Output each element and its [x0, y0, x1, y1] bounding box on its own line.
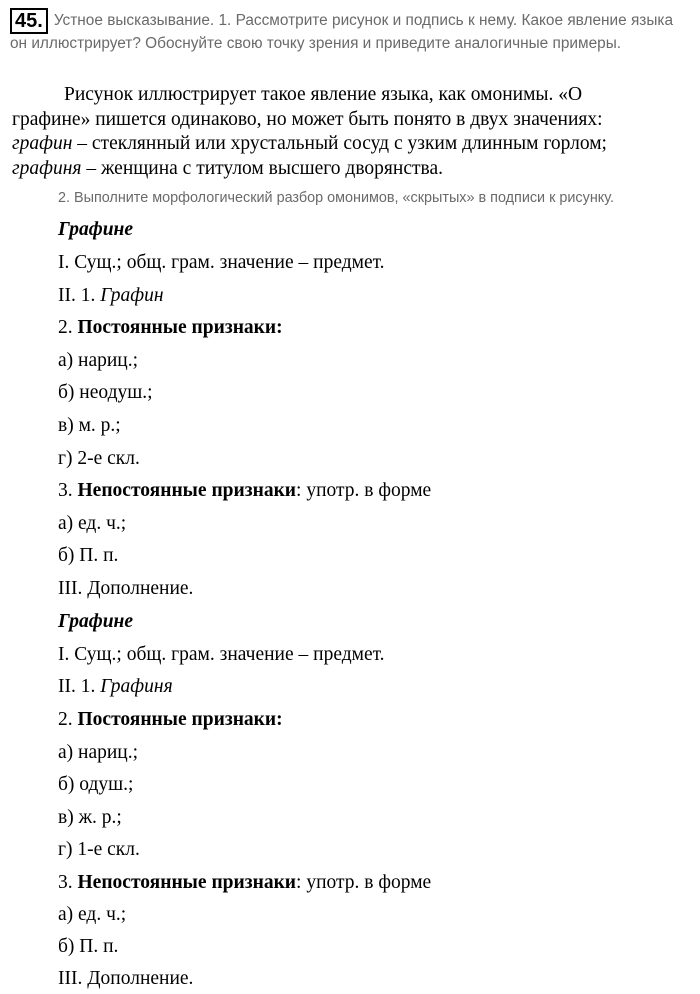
- parse-2-constant-features: Постоянные признаки:: [77, 709, 283, 730]
- parse-2-form-note: : употр. в форме: [296, 872, 432, 893]
- question-2: 2. Выполните морфологический разбор омонимов, «скрытых» в подписи к рисунку.: [58, 190, 614, 206]
- parse-2-line: [58, 675, 173, 699]
- parse-1-heading: Графине: [58, 219, 134, 240]
- task-number: 45.: [10, 8, 48, 34]
- parse-1-line: б) П. п.: [58, 545, 119, 566]
- parse-1-line: III. Дополнение.: [58, 578, 194, 599]
- parse-1-line: [58, 479, 431, 503]
- parse-2-line: [58, 708, 283, 732]
- parse-1-variable-features: Непостоянные признаки: [77, 480, 297, 501]
- parse-2-line: б) одуш.;: [58, 774, 134, 795]
- answer-line-2: графине» пишется одинаково, но может быть понято в двух значениях:: [12, 108, 603, 130]
- parse-2-initial-form: Графиня: [100, 676, 173, 697]
- parse-1-line: в) м. р.;: [58, 415, 121, 436]
- parse-2-line: г) 1-е скл.: [58, 839, 140, 860]
- homonym-definition-1: – стеклянный или хрустальный сосуд с узким длинным горлом;: [72, 133, 607, 154]
- homonym-word-2: графиня: [12, 157, 82, 179]
- task-text: Устное высказывание. 1. Рассмотрите рисунок и подпись к нему. Какое явление языка он иллюстрирует? Обоснуйте свою точку зрения и приведите аналогичные примеры.: [10, 12, 674, 52]
- parse-1-line: б) неодуш.;: [58, 382, 153, 403]
- parse-2-line: [58, 871, 431, 895]
- parse-2-prefix: II. 1.: [58, 676, 101, 697]
- task-prompt: [10, 8, 694, 54]
- parse-2-line: б) П. п.: [58, 936, 119, 957]
- parse-1-line: а) нариц.;: [58, 350, 139, 371]
- parse-1-line: г) 2-е скл.: [58, 448, 140, 469]
- parse-1-constant-features: Постоянные признаки:: [77, 317, 283, 338]
- parse-2-line: I. Сущ.; общ. грам. значение – предмет.: [58, 644, 385, 665]
- parse-1-line: [58, 284, 164, 308]
- parse-2-line: в) ж. р.;: [58, 807, 122, 828]
- parse-2-num: 2.: [58, 709, 78, 730]
- parse-2-line: а) нариц.;: [58, 742, 139, 763]
- parse-2-line: а) ед. ч.;: [58, 904, 127, 925]
- parse-1-form-note: : употр. в форме: [296, 480, 432, 501]
- parse-1-line: а) ед. ч.;: [58, 513, 127, 534]
- parse-2-variable-features: Непостоянные признаки: [77, 872, 297, 893]
- homonym-word-1: графин: [12, 133, 73, 154]
- homonym-definition-2: – женщина с титулом высшего дворянства.: [81, 157, 443, 179]
- parse-1-line: I. Сущ.; общ. грам. значение – предмет.: [58, 252, 385, 273]
- parse-2-line: III. Дополнение.: [58, 968, 194, 989]
- parse-2-num: 3.: [58, 872, 78, 893]
- answer-line-1: Рисунок иллюстрирует такое явление языка, как омонимы. «О: [64, 84, 583, 105]
- parse-2-heading: Графине: [58, 611, 134, 632]
- answer-line-4: [12, 157, 696, 182]
- parse-1-num: 2.: [58, 317, 78, 338]
- answer-paragraph: [12, 83, 696, 181]
- answer-line-3: [12, 132, 696, 157]
- parse-1-initial-form: Графин: [100, 285, 164, 306]
- parse-1-num: 3.: [58, 480, 78, 501]
- parse-1-line: [58, 316, 283, 340]
- parse-1-prefix: II. 1.: [58, 285, 101, 306]
